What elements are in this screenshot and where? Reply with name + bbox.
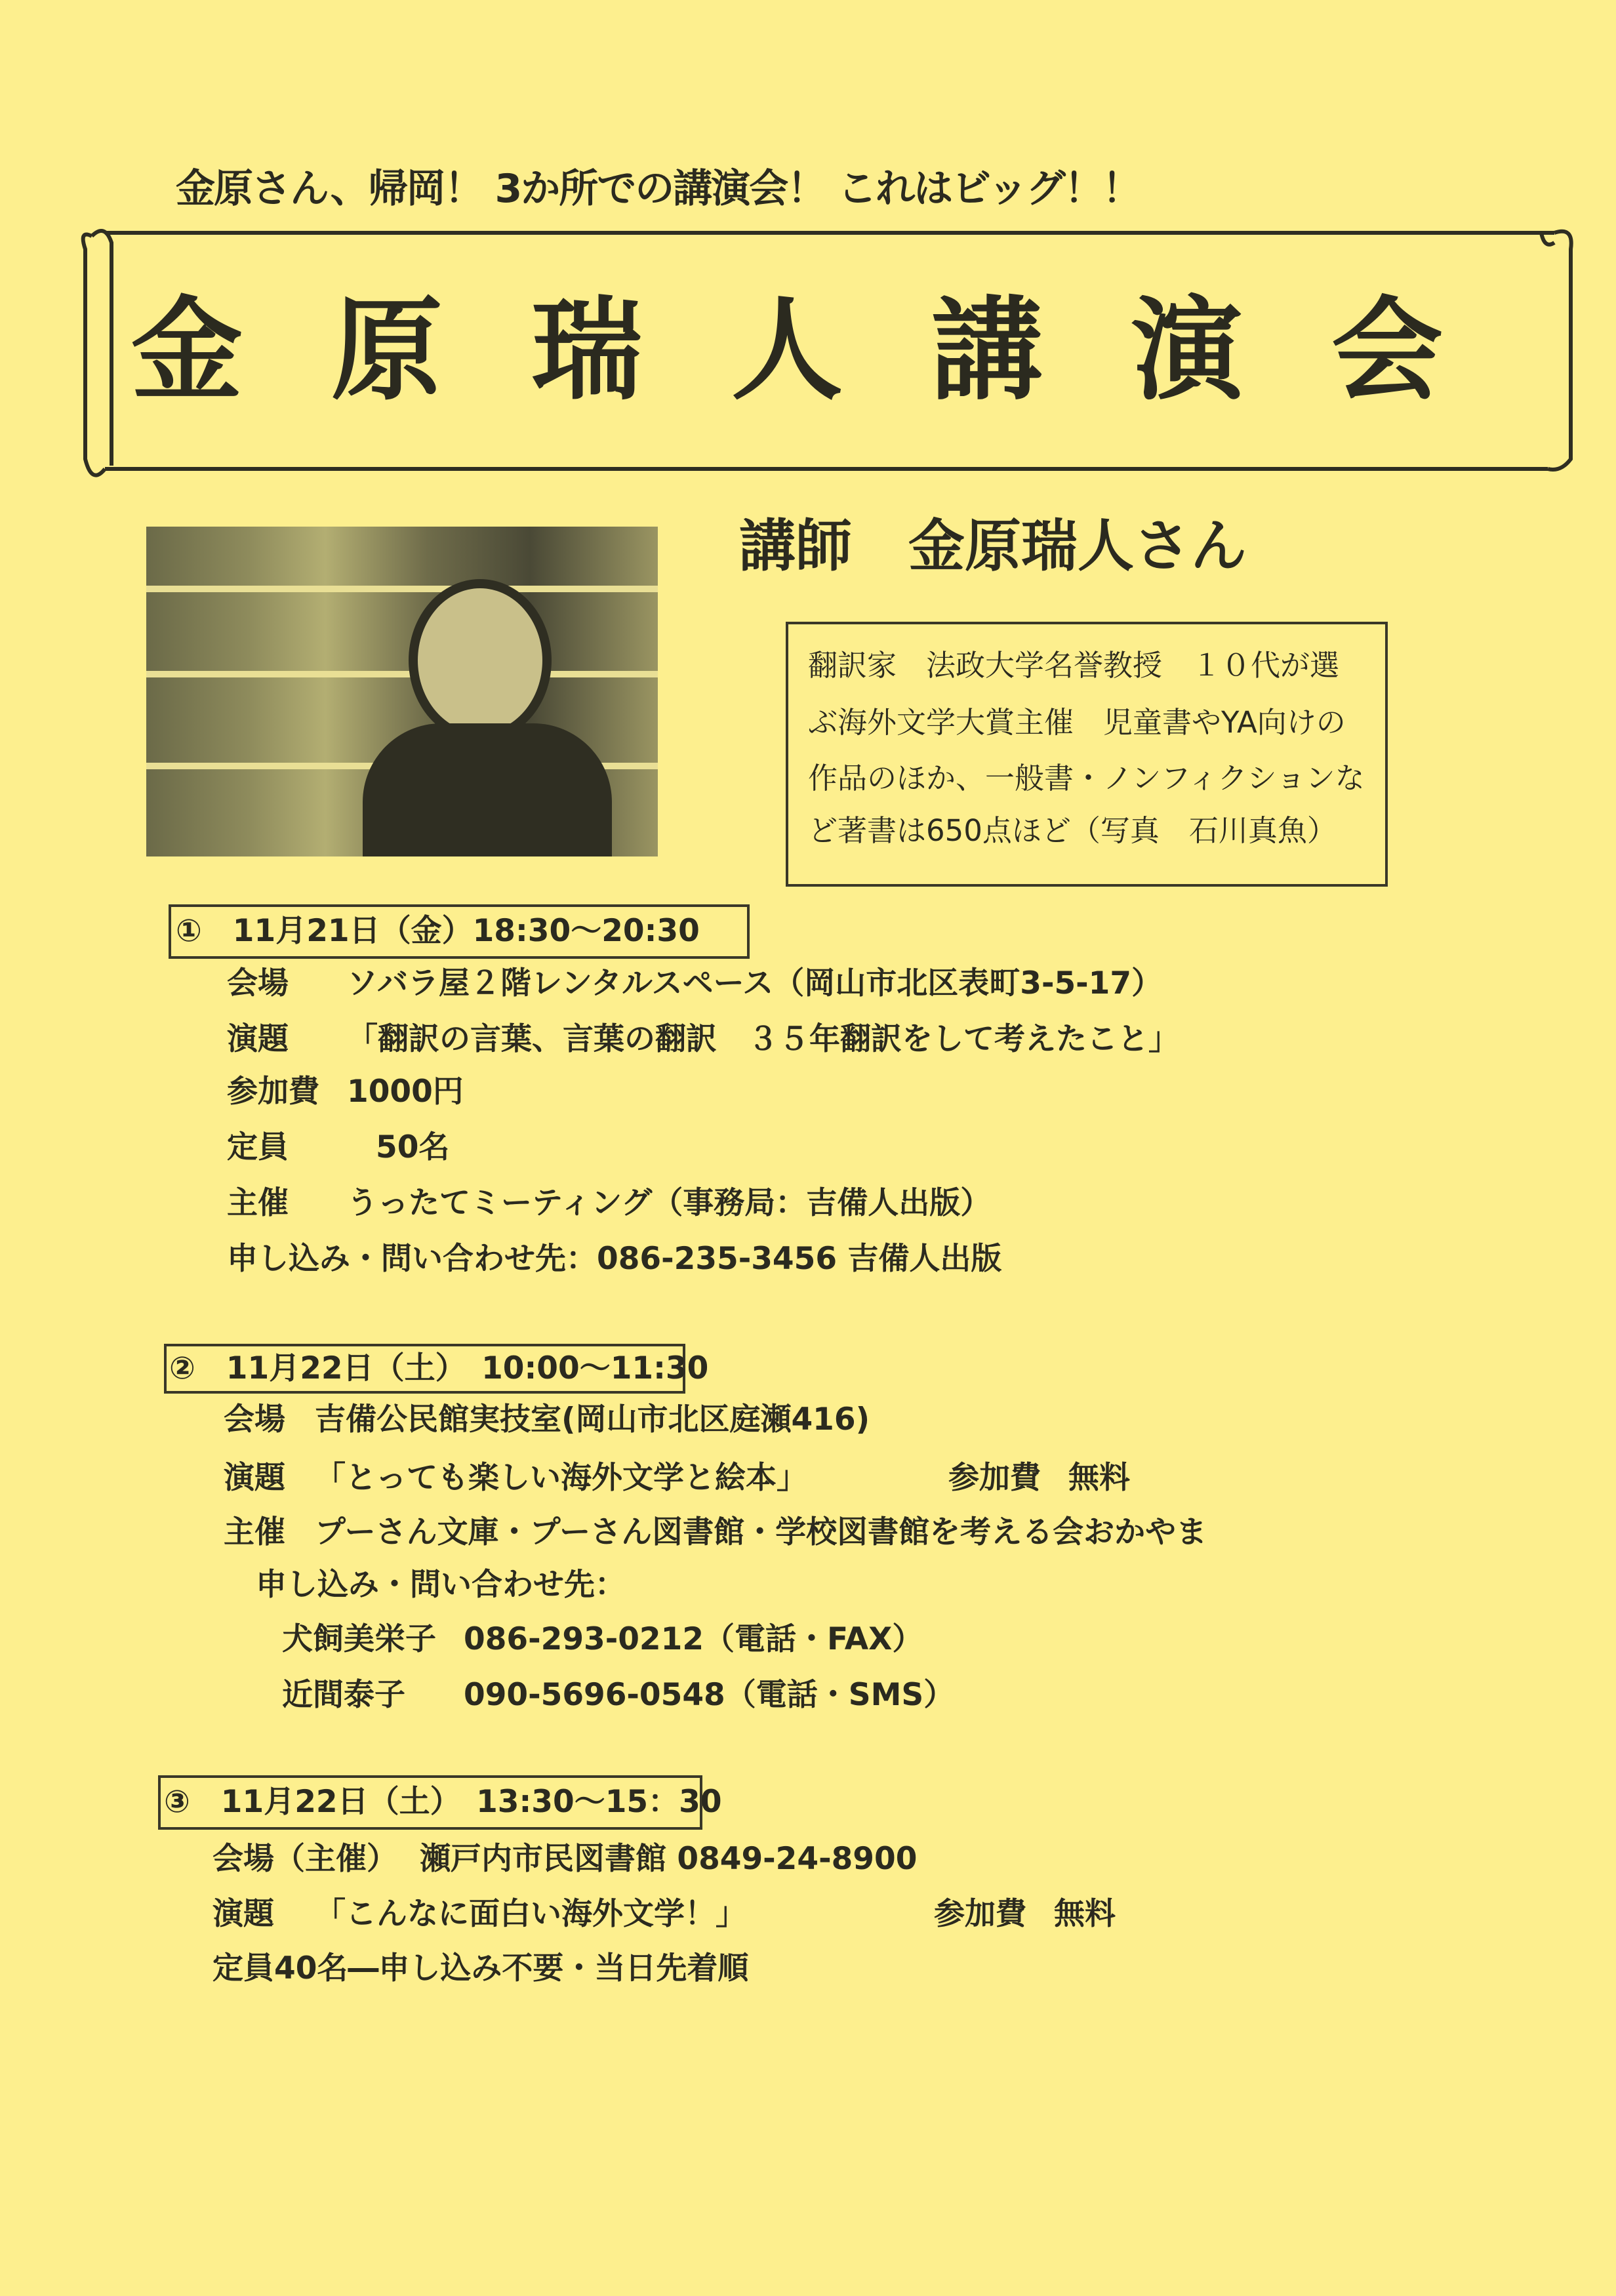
event-2-fee-label: 参加費: [948, 1460, 1041, 1496]
event-1-fee: 1000円: [347, 1074, 464, 1110]
event-2-header: ② 11月22日（土） 10:00～11:30: [169, 1350, 709, 1386]
event-2-host-label: 主催: [224, 1514, 285, 1550]
event-1-venue: ソバラ屋２階レンタルスペース（岡山市北区表町3-5-17）: [347, 965, 1163, 1001]
event-1-capacity: 50名: [376, 1129, 450, 1165]
event-3-header: ③ 11月22日（土） 13:30～15：30: [164, 1784, 722, 1820]
event-2-fee: 無料: [1068, 1460, 1130, 1496]
lecturer-name: 講師 金原瑞人さん: [739, 514, 1247, 579]
event-1-host: うったてミーティング（事務局：吉備人出版）: [347, 1185, 992, 1221]
event-1-topic-label: 演題: [227, 1021, 289, 1057]
bio-line: ぶ海外文学大賞主催 児童書やYA向けの: [808, 705, 1346, 740]
event-1-fee-label: 参加費: [227, 1074, 319, 1110]
tagline: 金原さん、帰岡！ 3か所での講演会！ これはビッグ！！: [176, 166, 1141, 212]
event-1-topic: 「翻訳の言葉、言葉の翻訳 ３５年翻訳をして考えたこと」: [347, 1021, 1179, 1057]
event-1-host-label: 主催: [227, 1185, 289, 1221]
bio-line: 翻訳家 法政大学名誉教授 １０代が選: [808, 648, 1340, 683]
event-1-header: ① 11月21日（金）18:30～20:30: [176, 913, 700, 949]
event-1-capacity-label: 定員: [227, 1129, 289, 1165]
event-2-contact-phone: 086-293-0212（電話・FAX）: [464, 1621, 923, 1657]
event-3-fee: 無料: [1054, 1896, 1116, 1932]
event-1-contact: 申し込み・問い合わせ先：086-235-3456 吉備人出版: [227, 1241, 1002, 1277]
event-2-contact-name: 近間泰子: [282, 1677, 405, 1713]
event-2-venue-label: 会場: [224, 1401, 285, 1438]
event-2-contact-label: 申し込み・問い合わせ先：: [256, 1567, 626, 1603]
lecturer-bio-box: [786, 622, 1388, 887]
event-1-venue-label: 会場: [227, 965, 289, 1001]
page-title: 金原瑞人講演会: [131, 286, 1532, 416]
event-3-topic-label: 演題: [212, 1896, 274, 1932]
event-3-fee-label: 参加費: [934, 1896, 1026, 1932]
bio-line: ど著書は650点ほど（写真 石川真魚）: [808, 813, 1337, 848]
event-3-venue: 瀬戸内市民図書館 0849-24-8900: [420, 1841, 918, 1877]
event-2-host: プーさん文庫・プーさん図書館・学校図書館を考える会おかやま: [315, 1514, 1207, 1550]
event-3-venue-label: 会場（主催）: [212, 1841, 397, 1877]
event-2-contact-phone: 090-5696-0548（電話・SMS）: [464, 1677, 955, 1713]
event-2-topic-label: 演題: [224, 1460, 285, 1496]
event-3-topic: 「こんなに面白い海外文学！」: [315, 1896, 746, 1932]
bio-line: 作品のほか、一般書・ノンフィクションな: [808, 761, 1365, 796]
event-3-note: 定員40名―申し込み不要・当日先着順: [212, 1950, 749, 1986]
event-2-venue: 吉備公民館実技室(岡山市北区庭瀬416): [315, 1401, 870, 1438]
lecturer-photo: [146, 527, 658, 856]
event-2-topic: 「とっても楽しい海外文学と絵本」: [315, 1460, 808, 1496]
event-2-contact-name: 犬飼美栄子: [282, 1621, 436, 1657]
